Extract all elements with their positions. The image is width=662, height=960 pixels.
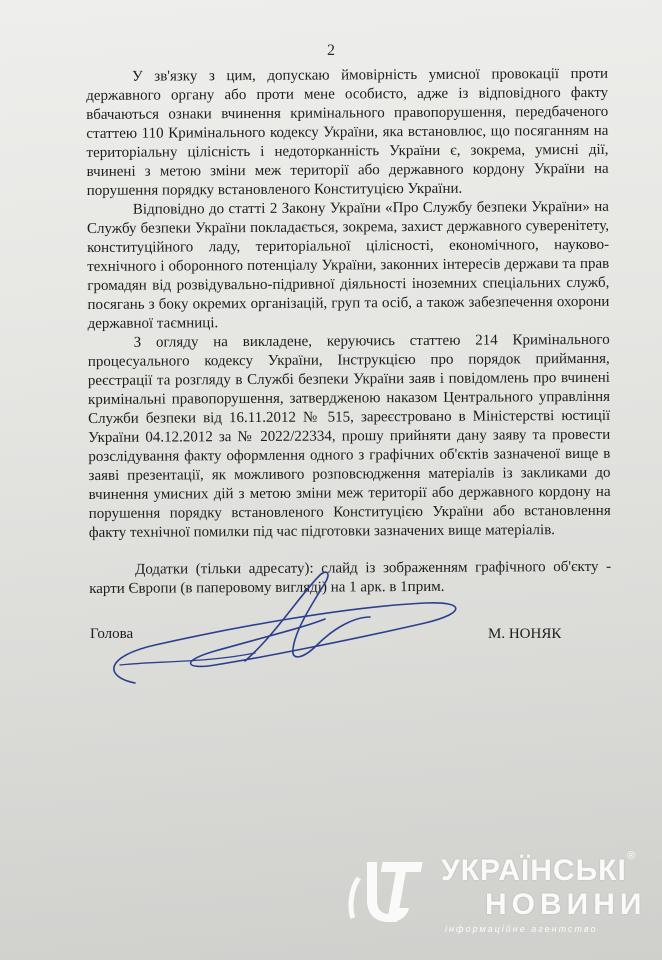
signer-title: Голова: [90, 626, 134, 642]
watermark-line1: УКРАЇНСЬКІ: [441, 854, 627, 887]
watermark-registered-mark: ®: [627, 850, 636, 862]
watermark-line2: НОВИНИ: [485, 888, 647, 921]
news-agency-watermark: [345, 848, 645, 938]
watermark-line3: інформаційне агентство: [445, 924, 598, 934]
paragraph-request: З огляду на викладене, керуючись статтею 214 Кримінального процесуального кодексу України, Інструкцією про порядок приймання, реєстрації та розгляду в Службі безпеки України заяв і повідомлень про вчинені кримінальні правопорушення, затвердженою наказом Центрального управління Служби безпеки від 16.11.2012 № 515, зареєстровано в Міністерстві юстиції України 04.12.2012 за № 2022/22334, прошу прийняти дану заяву та провести розслідування факту оформлення одного з графічних об'єктів зазначеної вище в заяві презентації, як можливого розповсюдження матеріалів із закликами до вчинення умисних дій з метою зміни меж території або державного кордону на порушення порядку встановленого Конституцією України або встановлення факту технічної помилки під час підготовки зазначених вище матеріалів.: [87, 331, 611, 541]
document-body: [86, 65, 611, 599]
paragraph-provocation: У зв'язку з цим, допускаю ймовірність умисної провокації проти державного органу або проти мене особисто, адже із відповідного факту вбачаються ознаки вчинення кримінального правопорушення, передбаченого статтею 110 Кримінального кодексу України, яка встановлює, що посяганням на територіальну цілісність і недоторканність України є, зокрема, умисні дії, вчинені з метою зміни меж території або державного кордону України на порушення порядку встановленого Конституцією України.: [86, 65, 609, 199]
paragraph-sbu-law: Відповідно до статті 2 Закону України «Про Службу безпеки України» на Службу безпеки України покладається, зокрема, захист державного суверенітету, конституційного ладу, територіальної цілісності, економічного, науково-технічного і оборонного потенціалу України, законних інтересів держави та прав громадян від розвідувально-підривної діяльності іноземних спеціальних служб, посягань з боку окремих організацій, груп та осіб, а також забезпечення охорони державної таємниці.: [86, 198, 610, 332]
handwritten-signature: [95, 565, 475, 695]
uanews-logo-icon: [345, 848, 435, 930]
page-number: 2: [327, 42, 335, 59]
signer-name: М. НОНЯК: [488, 626, 562, 642]
paragraph-attachments: Додатки (тільки адресату): слайд із зображенням графічного об'єкту - карти Європи (в паперовому вигляді) на 1 арк. в 1прим.: [89, 558, 612, 597]
